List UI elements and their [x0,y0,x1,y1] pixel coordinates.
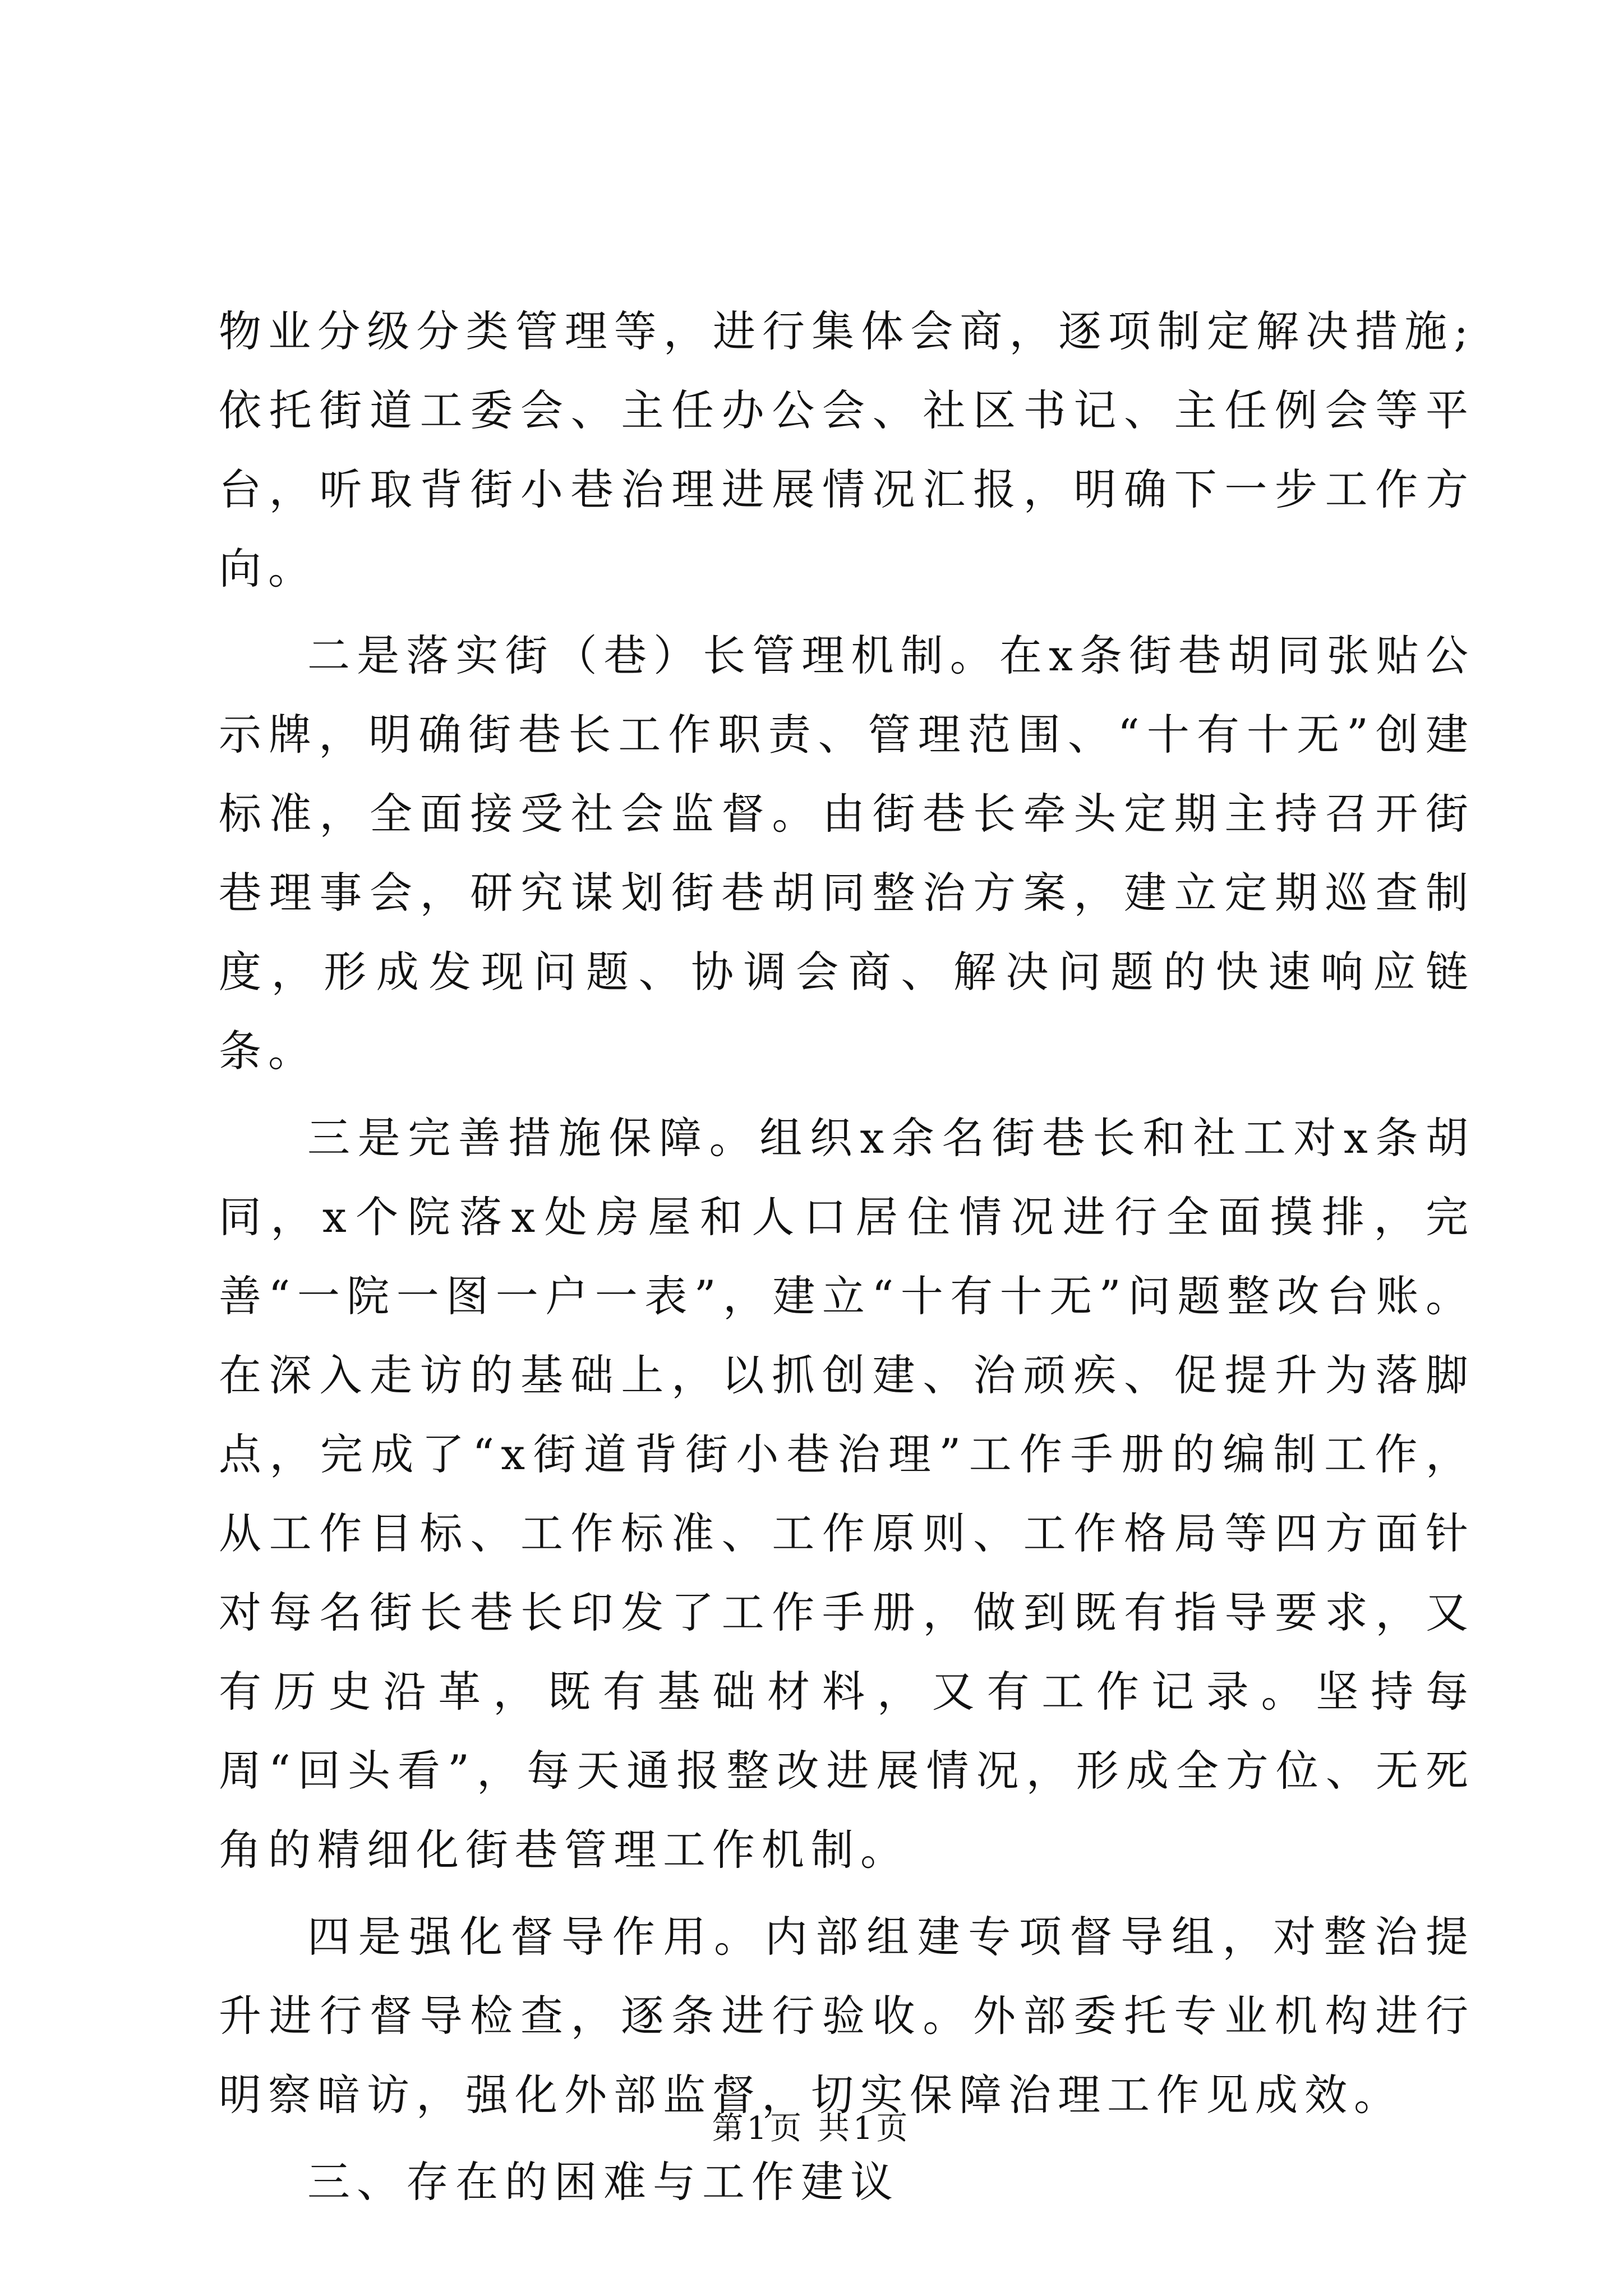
paragraph-supervision: 四是强化督导作用。内部组建专项督导组，对整治提升进行督导检查，逐条进行验收。外部委托专业机构进行明察暗访，强化外部监督，切实保障治理工作见成效。 [219,1912,1475,2120]
document-body [219,292,1475,2221]
paragraph-continuation: 物业分级分类管理等，进行集体会商，逐项制定解决措施;依托街道工委会、主任办公会、社区书记、主任例会等平台，听取背街小巷治理进展情况汇报，明确下一步工作方向。 [219,306,1475,593]
paragraph-measures-guarantee: 三是完善措施保障。组织x余名街巷长和社工对x条胡同，x个院落x处房屋和人口居住情况进行全面摸排，完善“一院一图一户一表”，建立“十有十无”问题整改台账。在深入走访的基础上，以抓创建、治顽疾、促提升为落脚点，完成了“x街道背街小巷治理”工作手册的编制工作，从工作目标、工作标准、工作原则、工作格局等四方面针对每名街长巷长印发了工作手册，做到既有指导要求，又有历史沿革，既有基础材料，又有工作记录。坚持每周“回头看”，每天通报整改进展情况，形成全方位、无死角的精细化街巷管理工作机制。 [219,1113,1475,1875]
paragraph-street-chief-mechanism: 二是落实街（巷）长管理机制。在x条街巷胡同张贴公示牌，明确街巷长工作职责、管理范围、“十有十无”创建标准，全面接受社会监督。由街巷长牵头定期主持召开街巷理事会，研究谋划街巷胡同整治方案，建立定期巡查制度，形成发现问题、协调会商、解决问题的快速响应链条。 [219,631,1475,1076]
page-number-footer: 第1页 共1页 [712,2110,911,2147]
section-heading-difficulties: 三、存在的困难与工作建议 [307,2157,900,2207]
